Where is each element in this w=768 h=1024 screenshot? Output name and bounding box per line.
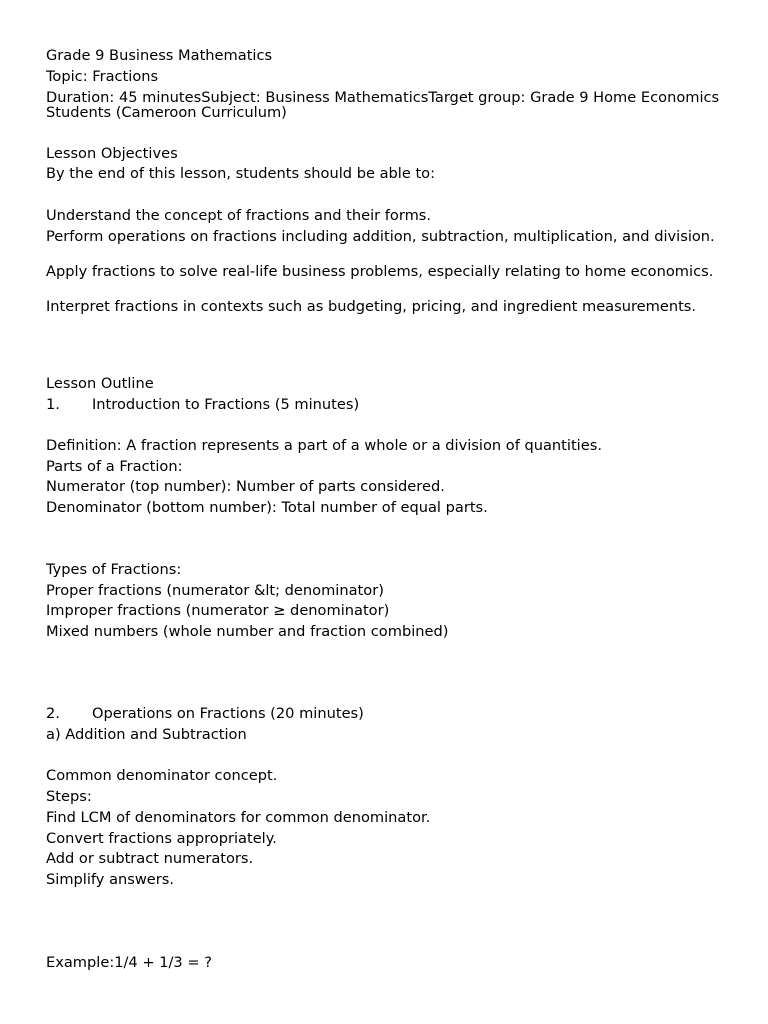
step-item: Convert fractions appropriately.: [46, 830, 277, 847]
section-title: Operations on Fractions (20 minutes): [92, 705, 364, 722]
denominator-line: Denominator (bottom number): Total number of equal parts.: [46, 499, 488, 516]
outline-heading: Lesson Outline: [46, 375, 154, 392]
step-item: Add or subtract numerators.: [46, 850, 254, 867]
document-title: Grade 9 Business Mathematics: [46, 47, 273, 64]
section-heading: [46, 706, 726, 721]
example-line: Example:1/4 + 1/3 = ?: [46, 954, 212, 971]
parts-heading: Parts of a Fraction:: [46, 458, 183, 475]
lesson-details: Duration: 45 minutesSubject: Business MathematicsTarget group: Grade 9 Home Economics Students (Cameroon Curriculum): [46, 89, 720, 121]
subsection-heading: a) Addition and Subtraction: [46, 726, 247, 743]
steps-heading: Steps:: [46, 788, 92, 805]
type-item: Proper fractions (numerator &lt; denominator): [46, 582, 384, 599]
section-number: 1.: [46, 396, 60, 413]
section-heading: [46, 397, 726, 412]
objective-item: Understand the concept of fractions and their forms.: [46, 207, 432, 224]
objectives-heading: Lesson Objectives: [46, 145, 178, 162]
numerator-line: Numerator (top number): Number of parts considered.: [46, 478, 445, 495]
concept-line: Common denominator concept.: [46, 767, 278, 784]
section-title: Introduction to Fractions (5 minutes): [92, 396, 360, 413]
definition-line: Definition: A fraction represents a part of a whole or a division of quantities.: [46, 437, 602, 454]
step-item: Simplify answers.: [46, 871, 175, 888]
type-item: Mixed numbers (whole number and fraction combined): [46, 623, 449, 640]
type-item: Improper fractions (numerator ≥ denominator): [46, 602, 390, 619]
topic-line: Topic: Fractions: [46, 68, 159, 85]
step-item: Find LCM of denominators for common denominator.: [46, 809, 431, 826]
objective-item: Interpret fractions in contexts such as budgeting, pricing, and ingredient measurements.: [46, 298, 697, 315]
objective-item: Perform operations on fractions including addition, subtraction, multiplication, and division.: [46, 228, 715, 245]
objectives-intro: By the end of this lesson, students should be able to:: [46, 165, 436, 182]
objective-item: Apply fractions to solve real-life business problems, especially relating to home economics.: [46, 263, 714, 280]
types-heading: Types of Fractions:: [46, 561, 182, 578]
section-number: 2.: [46, 705, 60, 722]
